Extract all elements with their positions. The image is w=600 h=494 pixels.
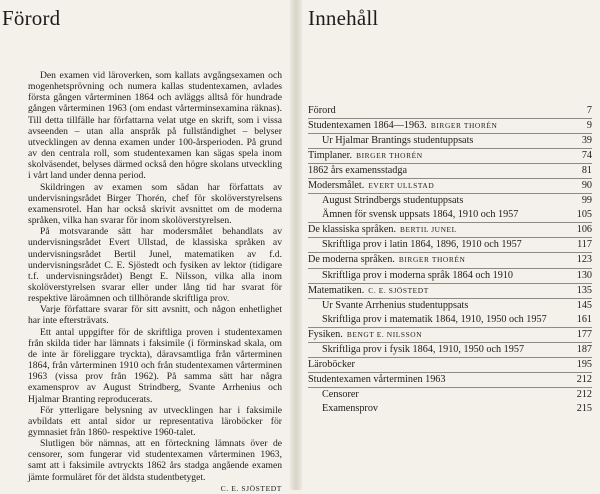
toc-entry-title xyxy=(308,179,568,193)
toc-entry[interactable] xyxy=(308,284,592,299)
toc-entry-title-text: 1862 års examensstadga xyxy=(308,165,408,177)
toc-entry[interactable] xyxy=(308,104,592,119)
toc-entry-title xyxy=(322,208,568,222)
toc-entry-title-text: De klassiska språken. xyxy=(308,224,396,236)
toc-entry-title-text: Läroböcker xyxy=(308,358,355,370)
toc-entry-title xyxy=(308,328,568,342)
toc-entry-page: 215 xyxy=(576,402,592,414)
toc-entry-title xyxy=(322,134,568,148)
toc-entry-title-text: Skriftliga prov i moderna språk 1864 och 1910 xyxy=(322,269,513,281)
toc-entry-title-text: Ur Svante Arrhenius studentuppsats xyxy=(322,299,469,311)
toc-entry[interactable] xyxy=(308,313,592,328)
toc-entry-author: BIRGER THORÉN xyxy=(398,255,466,265)
toc-entry-title-text: Skriftliga prov i latin 1864, 1896, 1910 och 1957 xyxy=(322,239,522,251)
toc-entry[interactable] xyxy=(308,253,592,268)
toc-entry-title-text: Matematiken. xyxy=(308,284,365,296)
toc-entry[interactable] xyxy=(308,208,592,223)
toc-entry[interactable] xyxy=(308,299,592,313)
toc-entry-title-text: Skriftliga prov i matematik 1864, 1910, 1950 och 1957 xyxy=(322,313,547,325)
toc-entry-page: 212 xyxy=(576,388,592,400)
toc-entry-title-text: Censorer xyxy=(322,388,359,400)
toc-entry[interactable] xyxy=(308,134,592,149)
toc-entry[interactable] xyxy=(308,179,592,194)
toc-entry-title-text: Fysiken. xyxy=(308,328,343,340)
toc-entry-title xyxy=(308,358,568,372)
toc-entry[interactable] xyxy=(308,149,592,164)
contents-page xyxy=(302,0,600,490)
toc-entry-page: 135 xyxy=(576,284,592,296)
toc-entry[interactable] xyxy=(308,343,592,358)
preface-text xyxy=(28,70,282,483)
toc-entry-title xyxy=(322,313,568,327)
toc-entry-title-text: August Strindbergs studentuppsats xyxy=(322,195,464,207)
toc-entry-title xyxy=(308,149,568,163)
toc-entry[interactable] xyxy=(308,388,592,402)
toc-entry-page: 195 xyxy=(576,358,592,370)
toc-entry-title-text: Examensprov xyxy=(322,402,379,414)
preface-signature: C. E. SJÖSTEDT xyxy=(220,483,282,493)
toc-entry-title xyxy=(308,253,568,267)
toc-entry[interactable] xyxy=(308,194,592,208)
toc-entry[interactable] xyxy=(308,269,592,284)
toc-entry-page: 187 xyxy=(576,343,592,355)
toc-entry-page: 90 xyxy=(581,180,592,192)
toc-entry-title xyxy=(322,238,568,252)
toc-entry-title xyxy=(308,119,568,133)
toc-entry-title xyxy=(322,194,568,208)
toc-entry-page: 81 xyxy=(581,165,592,177)
toc-entry[interactable] xyxy=(308,358,592,373)
toc-entry-title xyxy=(308,104,568,118)
toc-entry-page: 105 xyxy=(576,209,592,221)
toc-entry-title xyxy=(308,223,568,237)
toc-entry-title xyxy=(322,343,568,357)
toc-entry[interactable] xyxy=(308,373,592,388)
toc-entry-page: 9 xyxy=(586,120,592,132)
toc-entry-title-text: Studentexamen 1864—1963. xyxy=(308,120,427,132)
toc-entry-page: 39 xyxy=(581,135,592,147)
toc-entry-author: BIRGER THORÉN xyxy=(356,151,423,161)
toc-entry-title xyxy=(322,269,568,283)
toc-entry-title-text: De moderna språken. xyxy=(308,254,395,266)
toc-entry-page: 74 xyxy=(581,150,592,162)
toc-entry-title xyxy=(308,284,568,298)
preface-page xyxy=(0,0,290,493)
toc-entry-title xyxy=(322,402,568,416)
toc-entry-author: BERTIL JUNEL xyxy=(400,225,457,235)
preface-paragraph: På motsvarande sätt har modersmålet behandlats av undervisningsrådet Evert Ullstad, de klassiska språken av undervisningsrådet Bertil Junel, matematiken av f.d. undervisningsrådet C. E. Sjöstedt och fysiken av lektor (tidigare t.f. undervisningsrådet) Bengt E. Nilsson, vilka alla inom skolöverstyrelsen svarar eller under lång tid har svarat för respektive läroämnen och tillhörande skriftliga prov. xyxy=(28,226,282,305)
preface-paragraph: Slutligen bör nämnas, att en förteckning lämnats över de censorer, som fungerar vid studentexamen vårterminen 1963, samt att i faksimile avtryckts 1862 års stadga angående examen jämte formuläret för det äldsta studentbetyget. xyxy=(28,438,282,483)
toc-entry-title xyxy=(322,388,568,402)
toc-entry-page: 99 xyxy=(581,195,592,207)
toc-entry-page: 177 xyxy=(576,328,592,340)
toc-entry-title-text: Ämnen för svensk uppsats 1864, 1910 och 1957 xyxy=(322,209,519,221)
toc-entry-author: C. E. SJÖSTEDT xyxy=(368,285,429,295)
contents-title: Innehåll xyxy=(308,6,379,30)
toc-entry-page: 106 xyxy=(576,224,592,236)
toc-entry[interactable] xyxy=(308,164,592,179)
toc-entry-title-text: Timplaner. xyxy=(308,150,353,162)
toc-entry[interactable] xyxy=(308,402,592,416)
toc-entry-author: BIRGER THORÉN xyxy=(430,121,498,131)
toc-entry-page: 212 xyxy=(576,373,592,385)
toc-entry-title-text: Ur Hjalmar Brantings studentuppsats xyxy=(322,135,474,147)
toc-entry-title-text: Modersmålet. xyxy=(308,180,365,192)
toc-entry-title xyxy=(308,373,568,387)
table-of-contents xyxy=(308,104,592,416)
toc-entry[interactable] xyxy=(308,223,592,238)
toc-entry-page: 123 xyxy=(576,254,592,266)
preface-paragraph: Varje författare svarar för sitt avsnitt, och någon enhetlighet har inte eftersträvats. xyxy=(28,304,282,327)
toc-entry-page: 161 xyxy=(576,313,592,325)
preface-paragraph: För ytterligare belysning av utvecklingen har i faksimile avbildats ett antal sidor ur representativa läroböcker för gymnasiet från 1860- respektive 1960-talet. xyxy=(28,404,282,438)
toc-entry[interactable] xyxy=(308,238,592,253)
preface-paragraph: Ett antal uppgifter för de skriftliga proven i studentexamen från skilda tider har lämnats i faksimile (i förminskad skala, om de inte är föreliggare tryckta), däravsamtliga från vårterminen 1864, från vårterminen 1910 och från studentexamen vårterminen 1963 (vissa prov från 1962). På samma sätt har några examensprov av August Strindberg, Svante Arrhenius och Hjalmar Branting reproducerats. xyxy=(28,326,282,405)
preface-paragraph: Den examen vid läroverken, som kallats avgångsexamen och mogenhetsprövning och numera kallas studentexamen, avlades första gången vårterminen 1864 och avläggs alltså för hundrade gången vårterminen 1963 (om endast vårterminsexamina räknas). Till detta tillfälle har författarna velat utge en skrift, som i vissa avseenden – utan alla anspråk på fullständighet – belyser utvecklingen av denna examen under 100-årsperioden. På grund av den centrala roll, som studentexamen kan sägas spela inom skolväsendet, belyses därmed också den högre skolans utveckling i vårt land under denna period. xyxy=(28,70,282,182)
toc-entry-title-text: Skriftliga prov i fysik 1864, 1910, 1950 och 1957 xyxy=(322,343,525,355)
toc-entry-title-text: Studentexamen vårterminen 1963 xyxy=(308,373,446,385)
toc-entry[interactable] xyxy=(308,328,592,343)
toc-entry-author: EVERT ULLSTAD xyxy=(368,181,435,191)
toc-entry-page: 7 xyxy=(586,105,592,116)
toc-entry-title-text: Förord xyxy=(308,105,336,116)
toc-entry-title xyxy=(322,299,568,313)
book-gutter xyxy=(290,0,302,490)
preface-title: Förord xyxy=(2,6,61,30)
toc-entry-page: 130 xyxy=(576,269,592,281)
toc-entry-author: BENGT E. NILSSON xyxy=(346,329,423,339)
toc-entry-page: 145 xyxy=(576,299,592,311)
preface-paragraph: Skildringen av examen som sådan har författats av undervisningsrådet Birger Thorén, chef för skolöverstyrelsens examensrotel. Han har också skrivit avsnittet om de moderna språken, vilka han svarar för inom skolöverstyrelsen. xyxy=(28,181,282,227)
toc-entry-page: 117 xyxy=(577,239,592,251)
toc-entry-title xyxy=(308,164,568,178)
toc-entry[interactable] xyxy=(308,119,592,134)
